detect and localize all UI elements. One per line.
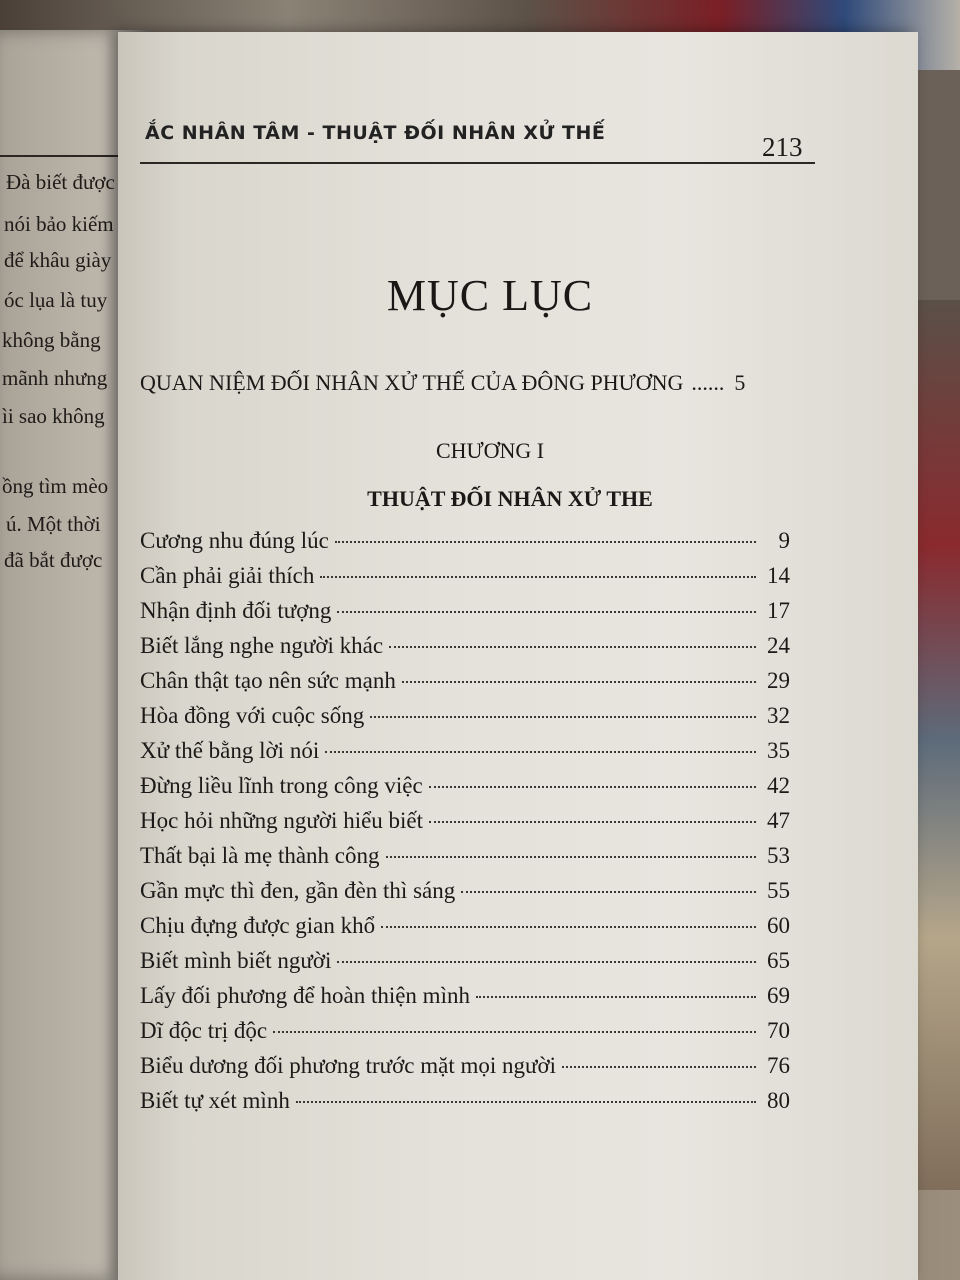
toc-entry-page: 55 — [767, 878, 790, 903]
dot-leader — [325, 751, 756, 753]
dot-leader — [296, 1101, 756, 1103]
dot-leader — [402, 681, 756, 683]
toc-entry-page: 80 — [767, 1088, 790, 1113]
dot-leader — [381, 926, 756, 928]
toc-entry-title: Biểu dương đối phương trước mặt mọi người — [140, 1053, 557, 1078]
toc-entry-title: Thất bại là mẹ thành công — [140, 843, 380, 868]
left-page-line: nói bảo kiếm — [4, 212, 114, 236]
toc-intro-leader: ...... — [691, 370, 725, 395]
toc-entry-title: Xử thế bằng lời nói — [140, 738, 320, 763]
toc-entry-title: Lấy đối phương để hoàn thiện mình — [140, 983, 470, 1008]
toc-entry — [140, 878, 790, 913]
toc-title: MỤC LỤC — [386, 271, 594, 320]
toc-entry-title: Gần mực thì đen, gần đèn thì sáng — [140, 878, 456, 903]
dot-leader — [370, 716, 756, 718]
chapter-title: THUẬT ĐỐI NHÂN XỬ THE — [367, 486, 653, 511]
left-page-line: không bằng — [2, 328, 101, 352]
left-page-line: ồng tìm mèo — [2, 474, 109, 498]
dot-leader — [389, 646, 756, 648]
toc-entry — [140, 948, 790, 983]
toc-entry-page: 29 — [767, 668, 790, 693]
toc-entry — [140, 668, 790, 703]
dot-leader — [476, 996, 756, 998]
dot-leader — [461, 891, 756, 893]
toc-entry-page: 17 — [767, 598, 790, 623]
toc-entry-title: Cần phải giải thích — [140, 563, 315, 588]
toc-entry-title: Học hỏi những người hiểu biết — [140, 808, 424, 833]
toc-entry-title: Biết tự xét mình — [140, 1088, 290, 1113]
toc-entry-page: 69 — [767, 983, 790, 1008]
dot-leader — [335, 541, 756, 543]
toc-entry-page: 60 — [767, 913, 790, 938]
toc-entry-title: Cương nhu đúng lúc — [140, 528, 329, 553]
dot-leader — [386, 856, 756, 858]
toc-entries — [140, 528, 790, 1123]
toc-entry — [140, 738, 790, 773]
toc-entry — [140, 1053, 790, 1088]
toc-entry — [140, 1088, 790, 1123]
chapter-label: CHƯƠNG I — [435, 438, 545, 463]
dot-leader — [337, 961, 756, 963]
left-page-line: ú. Một thời — [6, 512, 101, 536]
toc-entry-page: 35 — [767, 738, 790, 763]
toc-intro-page: 5 — [734, 370, 746, 395]
left-page-line: Đà biết được — [6, 170, 115, 194]
toc-entry-title: Nhận định đối tượng — [140, 598, 332, 623]
dot-leader — [429, 786, 756, 788]
toc-entry-page: 14 — [767, 563, 790, 588]
toc-entry-page: 32 — [767, 703, 790, 728]
toc-entry — [140, 843, 790, 878]
toc-entry — [140, 703, 790, 738]
left-page-line: mãnh nhưng — [2, 366, 108, 390]
dot-leader — [320, 576, 756, 578]
header-rule — [140, 162, 815, 164]
toc-intro-title: QUAN NIỆM ĐỐI NHÂN XỬ THẾ CỦA ĐÔNG PHƯƠNG — [140, 370, 684, 395]
dot-leader — [273, 1031, 756, 1033]
left-page-line: óc lụa là tuy — [4, 288, 108, 312]
toc-entry-page: 53 — [767, 843, 790, 868]
left-page-line: để khâu giày — [4, 248, 112, 272]
dot-leader — [337, 611, 756, 613]
toc-entry-page: 42 — [767, 773, 790, 798]
toc-entry — [140, 633, 790, 668]
toc-entry — [140, 528, 790, 563]
toc-entry-title: Chịu đựng được gian khổ — [140, 913, 376, 938]
left-page-line: đã bắt được — [4, 548, 103, 572]
toc-entry-title: Biết mình biết người — [140, 948, 332, 973]
toc-entry-page: 76 — [767, 1053, 790, 1078]
dot-leader — [429, 821, 756, 823]
toc-entry — [140, 913, 790, 948]
dot-leader — [562, 1066, 756, 1068]
toc-entry-title: Dĩ độc trị độc — [140, 1018, 268, 1043]
toc-entry-page: 70 — [767, 1018, 790, 1043]
toc-entry-title: Chân thật tạo nên sức mạnh — [140, 668, 396, 693]
toc-entry — [140, 983, 790, 1018]
left-page-line: ìi sao không — [2, 404, 105, 428]
toc-entry-page: 24 — [767, 633, 790, 658]
toc-entry-page: 9 — [778, 528, 790, 553]
toc-entry — [140, 1018, 790, 1053]
running-header: ẮC NHÂN TÂM - THUẬT ĐỐI NHÂN XỬ THẾ — [145, 122, 606, 144]
toc-entry-title: Đừng liều lĩnh trong công việc — [140, 773, 423, 798]
toc-entry-page: 47 — [767, 808, 790, 833]
toc-entry — [140, 563, 790, 598]
toc-intro-entry — [140, 370, 805, 396]
toc-entry-title: Hòa đồng với cuộc sống — [140, 703, 365, 728]
toc-entry — [140, 598, 790, 633]
toc-entry-title: Biết lắng nghe người khác — [140, 633, 384, 658]
toc-entry-page: 65 — [767, 948, 790, 973]
toc-entry — [140, 773, 790, 808]
toc-entry — [140, 808, 790, 843]
page-number: 213 — [762, 132, 803, 162]
